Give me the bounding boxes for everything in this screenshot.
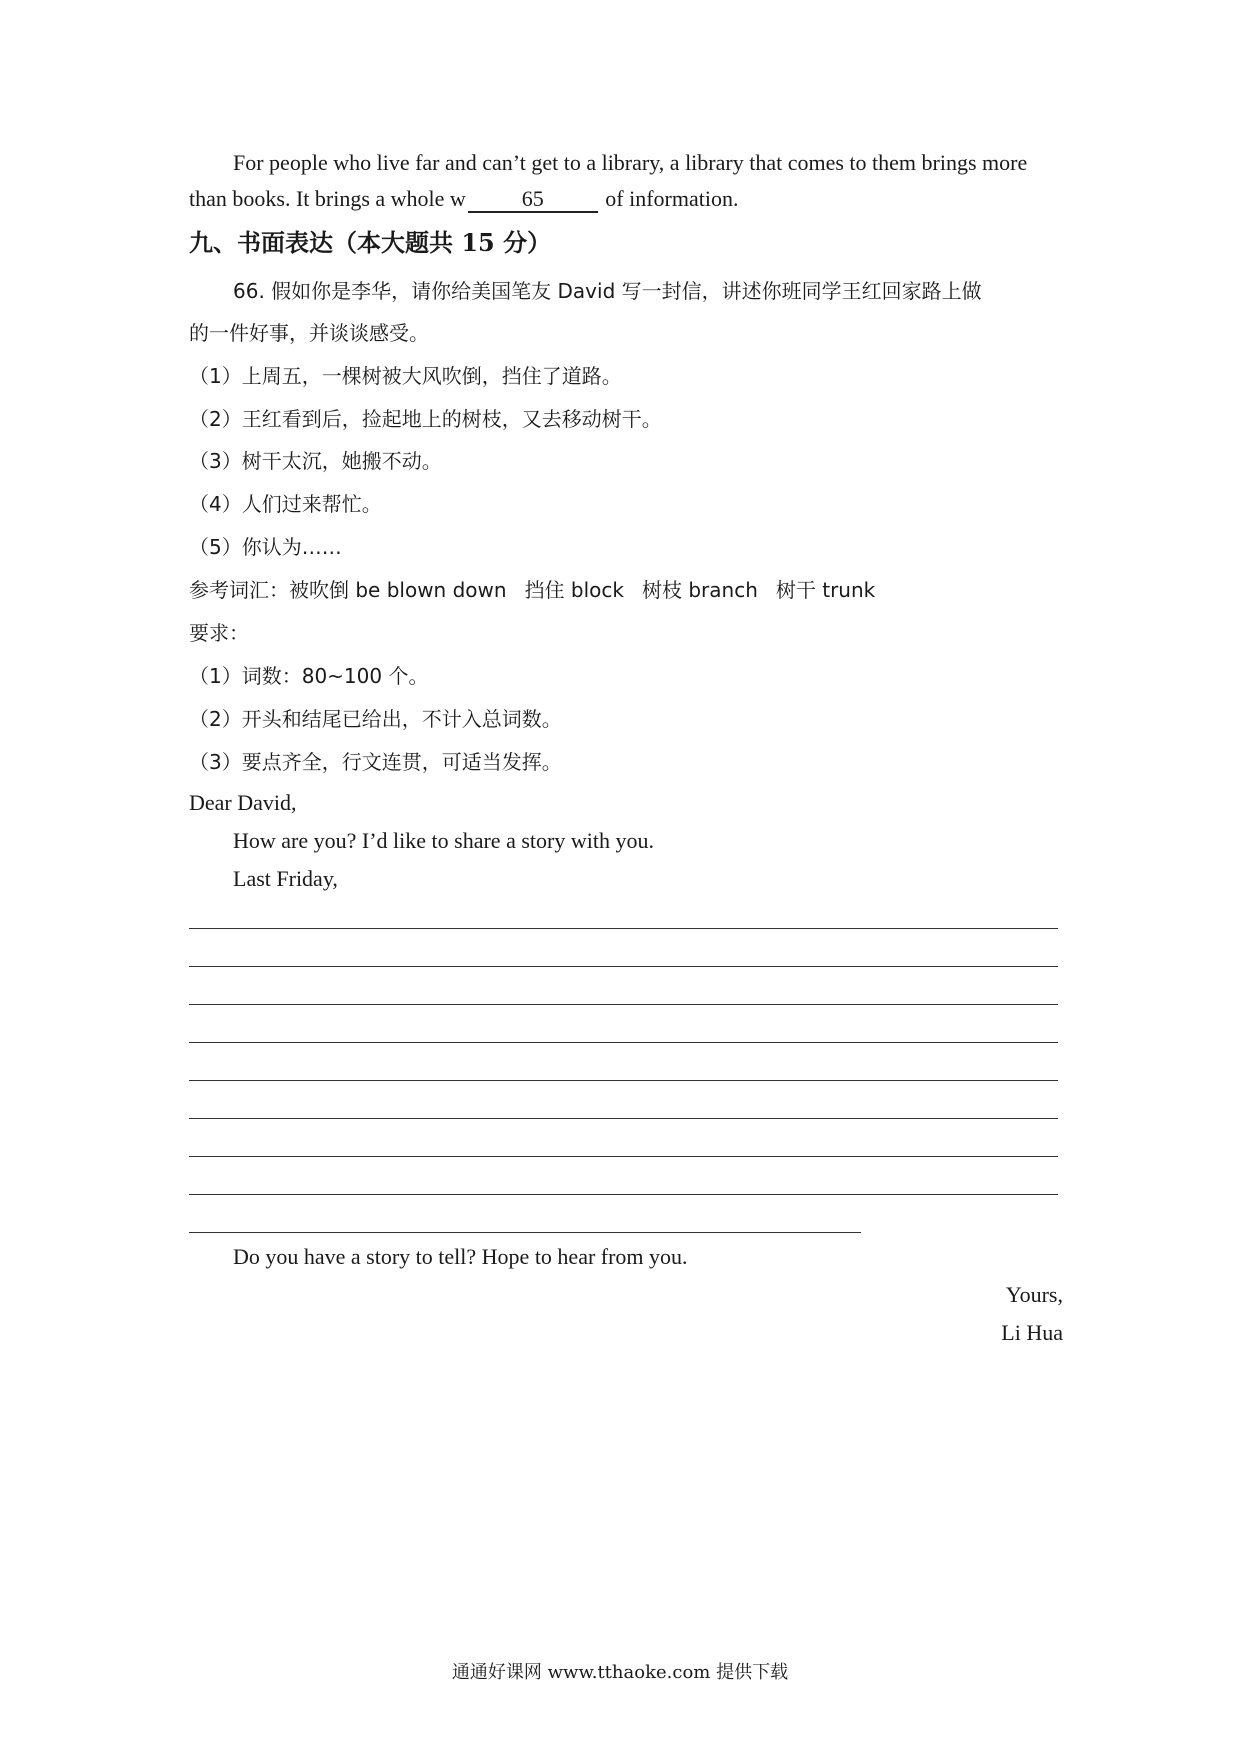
writing-line[interactable] — [189, 1118, 1058, 1119]
task-prompt-line-1: 66. 假如你是李华，请你给美国笔友 David 写一封信，讲述你班同学王红回家路上做 — [233, 279, 982, 303]
requirement-3: （3）要点齐全，行文连贯，可适当发挥。 — [189, 750, 562, 774]
letter-closing: Do you have a story to tell? Hope to hear from you. — [233, 1244, 688, 1269]
passage-line-2-after: of information. — [605, 186, 739, 211]
task-point-4: （4）人们过来帮忙。 — [189, 492, 382, 516]
vocab-item: 被吹倒 be blown down — [289, 578, 507, 602]
answer-blank-65[interactable]: 65 — [468, 187, 598, 213]
letter-signature: Li Hua — [1001, 1320, 1063, 1345]
requirement-2: （2）开头和结尾已给出，不计入总词数。 — [189, 707, 562, 731]
writing-line[interactable] — [189, 966, 1058, 967]
passage-line-1: For people who live far and can’t get to a library, a library that comes to them brings more — [233, 150, 1028, 175]
task-prompt-line-2: 的一件好事，并谈谈感受。 — [189, 321, 429, 345]
passage-line-2-before: than books. It brings a whole w — [189, 186, 466, 211]
footer-text: 通通好课网 www.tthaoke.com 提供下载 — [451, 1662, 789, 1683]
task-point-5: （5）你认为…… — [189, 535, 342, 559]
letter-signoff: Yours, — [1005, 1282, 1063, 1307]
vocab-item: 挡住 block — [524, 578, 624, 602]
writing-line[interactable] — [189, 1194, 1058, 1195]
writing-line[interactable] — [189, 1004, 1058, 1005]
task-point-3: （3）树干太沉，她搬不动。 — [189, 449, 442, 473]
writing-line[interactable] — [189, 1080, 1058, 1081]
letter-salutation: Dear David, — [189, 790, 297, 815]
passage-line-2 — [189, 184, 739, 214]
section-heading: 九、书面表达（本大题共 15 分） — [189, 228, 552, 257]
writing-line[interactable] — [189, 1156, 1058, 1157]
letter-start: Last Friday, — [233, 866, 338, 891]
requirements-label: 要求： — [189, 621, 249, 645]
requirement-1: （1）词数：80~100 个。 — [189, 664, 429, 688]
vocab-label: 参考词汇： — [189, 578, 289, 602]
writing-line[interactable] — [189, 1042, 1058, 1043]
vocab-item: 树干 trunk — [775, 578, 876, 602]
writing-line[interactable] — [189, 1232, 861, 1233]
task-point-1: （1）上周五，一棵树被大风吹倒，挡住了道路。 — [189, 364, 622, 388]
vocab-item: 树枝 branch — [642, 578, 758, 602]
letter-opening: How are you? I’d like to share a story with you. — [233, 828, 654, 853]
writing-line[interactable] — [189, 928, 1058, 929]
task-point-2: （2）王红看到后，捡起地上的树枝，又去移动树干。 — [189, 407, 662, 431]
vocab-line — [189, 575, 893, 605]
